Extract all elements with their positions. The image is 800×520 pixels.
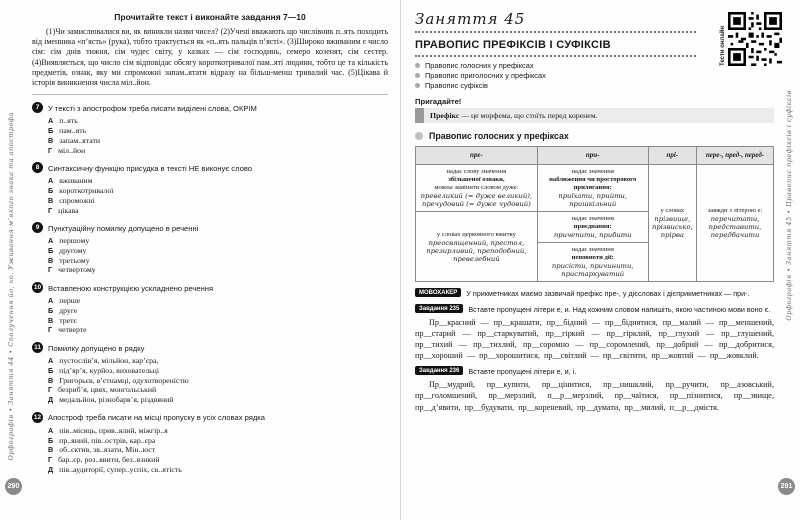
question-8 [32,162,388,215]
answer-option [48,186,388,196]
recall-term: Префікс [430,110,460,120]
dotted-divider [415,55,696,57]
question-stem: Синтаксичну функцію присудка в тексті НЕ виконує слово [48,163,253,173]
option-letter: Г [48,145,53,155]
cell-text: у словах церковного вжитку [436,230,516,238]
answer-option [48,366,388,376]
option-letter: Г [48,385,53,395]
option-text: першому [59,236,90,246]
option-letter: В [48,255,54,265]
task-instruction: Вставте пропущені літери е, и, і. [468,367,577,377]
option-letter: А [48,356,54,366]
option-letter: Б [48,435,54,445]
option-letter: В [48,445,54,455]
right-sidebar-text: Орфографія • Заняття 45 • Правопис префіксів і суфіксів [785,90,793,321]
option-letter: Д [48,464,54,474]
cell-text: надає значення [571,215,614,223]
option-letter: А [48,236,54,246]
cell-examples: причепити, прибити [553,231,632,240]
answer-options [48,176,388,215]
answer-option [48,426,388,436]
cell-text: надає значення [571,246,614,254]
question-number-badge: 12 [33,413,42,421]
bullet-icon [415,63,420,68]
recall-box [415,108,774,123]
option-text: цікава [58,205,79,215]
lesson-header [415,10,774,91]
answer-option [48,356,388,366]
toc-label: Правопис голосних у префіксах [425,61,534,70]
answer-option [48,465,388,475]
option-text: третьому [59,255,90,265]
section-bullet-icon [415,132,423,140]
option-text: об..єктив, зв..язати, Мін..юст [59,445,156,455]
task-235 [415,304,774,361]
prefix-rules-table [415,146,774,282]
answer-option [48,306,388,316]
answer-options [48,116,388,155]
table-cell-pry-approach [537,164,648,211]
toc-item [415,61,696,71]
recall-marker [415,108,424,123]
cell-text: можна замінити словом дуже: [434,184,519,192]
task-exercise-text: Пр__мудрий, пр__купити, пр__цінитися, пр__нишклий, пр__ручити, пр__азовський, пр__голомшений, пр__мерзлий, п__р__мерзлий, пр__чаїтися, пр__пізнитися, пр__звище, пр__д’явити, пр__будувати, пр__кореневий, пр__думати, пр__милий, п__р__дмістя. [415,380,774,412]
option-letter: Г [48,205,53,215]
lesson-toc [415,61,696,91]
option-text: бар..єр, роз..явити, без..язикий [58,455,160,465]
cell-examples: превеликий (= дуже великий), пречудовий (= дуже чудовий) [420,192,533,209]
question-number-badge: 11 [32,342,43,353]
movohacker-text: У прикметниках маємо зазвичай префікс пре-, у дієсловах і дієприкметниках — при-. [466,289,750,299]
movohacker-badge: МОВОХАКЕР [415,288,461,297]
option-text: під’яр’я, курйоз, виховательці [59,365,160,375]
answer-option [48,445,388,455]
option-letter: Б [48,246,54,256]
option-text: четвертому [58,265,96,275]
option-text: запам..ятати [59,135,101,145]
answer-option [48,176,388,186]
option-letter: Г [48,265,53,275]
table-cell-pri-words [648,164,696,281]
option-letter: А [48,425,54,435]
table-header-pry: при- [537,146,648,164]
option-letter: Б [48,305,54,315]
option-letter: Б [48,365,54,375]
option-text: міл..йон [58,145,86,155]
table-cell-pry-incomplete [537,243,648,282]
answer-option [48,296,388,306]
answer-option [48,325,388,335]
cell-examples: преосвященний, престол, презирливий, преподобний, превелебний [426,238,527,263]
question-stem: Вставленою конструкцією ускладнено речення [48,283,214,293]
online-tests-block [720,12,782,66]
answer-options [48,296,388,335]
option-letter: Д [48,395,54,405]
option-text: безриб’я, цвях, монгольський [58,385,157,395]
option-letter: А [48,116,54,126]
table-header-pri: прі- [648,146,696,164]
option-letter: Г [48,455,53,465]
answer-option [48,206,388,216]
option-letter: А [48,296,54,306]
answer-option [48,116,388,126]
answer-option [48,126,388,136]
question-number-badge: 7 [32,102,43,113]
left-page-content [32,12,388,482]
answer-option [48,455,388,465]
question-stem: Пунктуаційну помилку допущено в реченні [48,223,199,233]
toc-label: Правопис суфіксів [425,80,488,90]
reading-task-title: Прочитайте текст і виконайте завдання 7—10 [114,12,306,22]
section-heading [415,131,774,141]
cell-text: надає слову значення [446,167,507,175]
page-number-badge-right: 291 [778,478,795,495]
answer-option [48,395,388,405]
table-cell-pre-church [416,212,538,282]
option-text: пів..місяць, прив..ялий, міжгір..я [59,425,168,435]
cell-examples: перечитати, представити, передбачити [708,215,762,240]
table-header-pre: пре- [416,146,538,164]
page-number-badge-left: 290 [5,478,22,495]
right-sidebar [785,90,793,490]
question-number-badge: 9 [32,222,43,233]
option-text: пам..ять [59,126,87,136]
reading-text: (1)Чи замислювалися ви, як виникли назви чисел? (2)Учені вважають що числівник п..ять походить від іменника «п’ясть» (рука), тобто трактується як «п..ять пальців п’ясті». (3)Широко вживаним є число сім: сім днів тижня, сім чудес світу, у казках — сім господинь, семеро козенят, сім сестер. (4)Виявляється, що число сім відповідає обсягу короткотривалої пам..яті людини, тобто це та кількість предметів, ознак, яку ми спроможні запам..ятати відразу на більш-менш тривалий час. (5)Цікава й історія виникнення числа міл..йон. [32,27,388,88]
cell-bold-text: наближення чи просторового прилягання: [549,175,637,192]
answer-option [48,246,388,256]
recall-heading: Пригадайте! [415,96,462,106]
task-exercise-text: Пр__красний — пр__крашати, пр__бідний — пр__біднятися, пр__малий — пр__меншений, пр__старий — пр__старкуватий, пр__гіркий — пр__гірклий, пр__глухий — пр__глушений, пр__тихий — пр__тихлий, пр__соромно — пр__соромлений, пр__добрий — пр__добритися, пр__хороший — пр__хорошитися, пр__світлий — пр__світити, пр__жовтий — пр__жовклий. [415,318,774,361]
cell-bold-text: збільшеної ознаки, [448,175,505,183]
option-letter: В [48,315,54,325]
left-sidebar [7,20,15,460]
toc-label: Правопис приголосних у префіксах [425,70,546,80]
option-letter: Б [48,186,54,196]
option-text: друге [59,305,78,315]
answer-options [48,356,388,405]
cell-bold-text: приєднання: [573,223,612,231]
option-text: п..ять [59,116,78,126]
task-badge: Завдання 236 [415,366,463,375]
question-11 [32,342,388,405]
recall-definition-text: — це морфема, що стоїть перед коренем. [459,110,598,120]
option-letter: В [48,195,54,205]
question-stem: Апостроф треба писати на місці пропуску в усіх словах рядка [48,413,265,423]
movohacker-note [415,288,774,298]
right-page [400,0,800,520]
cell-text: завжди з літерою е: [707,207,763,215]
answer-option [48,436,388,446]
option-text: другому [59,246,87,256]
answer-option [48,236,388,246]
option-text: вживаним [59,176,93,186]
answer-option [48,146,388,156]
question-stem: У тексті з апострофом треба писати виділені слова, ОКРІМ [48,103,257,113]
left-sidebar-text: Орфографія • Заняття 44 • Сполучення йо, ьо. Уживання м’якого знака та апострофа [7,111,15,460]
answer-option [48,256,388,266]
cell-examples: приїхати, прийти, пришкільний [558,192,628,209]
answer-option [48,136,388,146]
answer-option [48,265,388,275]
section-title: Правопис голосних у префіксах [429,130,569,141]
question-7 [32,102,388,155]
table-header-pere: пере-, пред-, перед- [697,146,774,164]
option-text: пустослів’я, мільйон, кар’єра, [59,356,159,366]
question-12 [32,412,388,475]
recall-definition [424,108,604,123]
answer-option [48,316,388,326]
option-text: перше [59,296,81,306]
option-text: спроможні [59,195,95,205]
question-10 [32,282,388,335]
question-9 [32,222,388,275]
option-letter: В [48,375,54,385]
option-letter: А [48,176,54,186]
lesson-title: ПРАВОПИС ПРЕФІКСІВ І СУФІКСІВ [415,39,611,51]
option-text: медальйон, різнобарв’я, різдвяний [59,395,174,405]
option-text: короткотривалої [59,186,114,196]
option-text: Григорьєв, в’єтнамці, одухотвореністю [59,375,189,385]
question-number-badge: 10 [33,284,42,292]
bullet-icon [415,83,420,88]
answer-option [48,376,388,386]
answer-options [48,236,388,275]
qr-label: Тести онлайн [720,25,726,66]
right-page-content [415,10,774,413]
option-text: пр..яний, пів..острів, кар..єра [59,435,156,445]
option-text: пів..аудиторії, супер..успіх, св..ятість [59,464,182,474]
answer-option [48,385,388,395]
cell-text: надає значення [571,167,614,175]
option-text: четверте [58,325,87,335]
answer-options [48,426,388,475]
cell-examples: присісти, причинити, пристаркуватий [551,262,634,279]
toc-item [415,71,696,81]
option-letter: Г [48,325,53,335]
dotted-divider [415,31,696,33]
table-cell-pry-joining [537,212,648,243]
table-cell-pre-meaning [416,164,538,211]
section-divider [32,94,388,95]
question-number-badge: 8 [32,162,43,173]
cell-bold-text: неповноти дії: [571,254,614,262]
option-text: третє [59,315,77,325]
task-badge: Завдання 235 [415,304,463,313]
toc-item [415,81,696,91]
cell-examples: прізвище, прізвисько, прірва [651,215,693,240]
answer-option [48,196,388,206]
lesson-number: Заняття 45 [415,10,526,28]
table-cell-pere-rule [697,164,774,281]
bullet-icon [415,73,420,78]
task-236 [415,366,774,412]
cell-text: у словах [660,207,685,215]
qr-code-icon [728,12,782,66]
task-instruction: Вставте пропущені літери е, и. Над кожним словом напишіть, якою частиною мови воно є. [468,305,771,315]
option-letter: Б [48,126,54,136]
option-letter: В [48,135,54,145]
question-stem: Помилку допущено в рядку [48,343,145,353]
